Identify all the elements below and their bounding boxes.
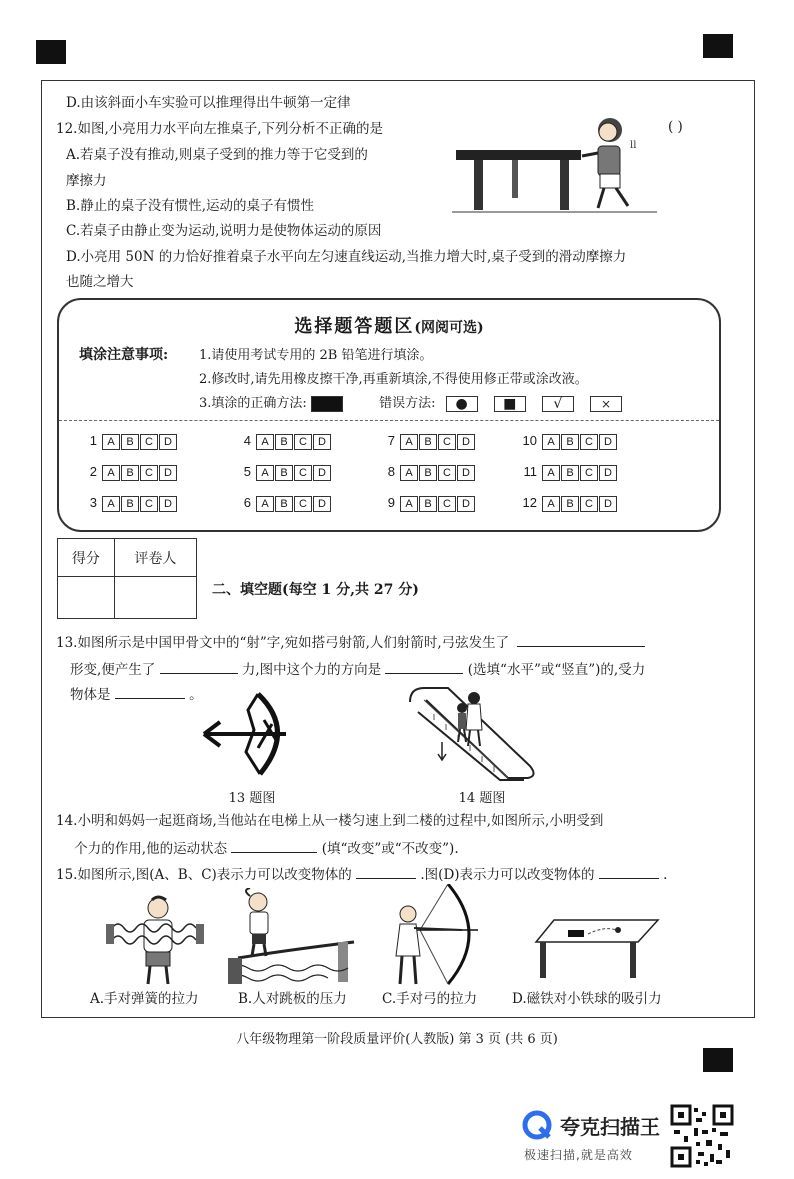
registration-mark-top-left bbox=[36, 40, 66, 64]
q15-blank-1[interactable] bbox=[356, 864, 416, 879]
answer-row-12 bbox=[521, 495, 618, 512]
answer-bubble-10-c[interactable]: C bbox=[580, 434, 598, 450]
q12-option-d: D.小亮用 50N 的力恰好推着桌子水平向左匀速直线运动,当推力增大时,桌子受到的滑动摩擦力 bbox=[66, 249, 627, 265]
wrong-sample-cross: × bbox=[590, 396, 622, 412]
answer-bubble-1-c[interactable]: C bbox=[140, 434, 158, 450]
q15-blank-2[interactable] bbox=[599, 864, 659, 879]
answer-bubble-9-d[interactable]: D bbox=[457, 496, 475, 512]
note-3-label: 3.填涂的正确方法: bbox=[199, 396, 307, 411]
diving-board-figure bbox=[228, 888, 358, 986]
q13-line-1 bbox=[56, 632, 645, 652]
answer-row-5 bbox=[235, 464, 332, 481]
answer-bubble-8-c[interactable]: C bbox=[438, 465, 456, 481]
answer-bubble-6-c[interactable]: C bbox=[294, 496, 312, 512]
q13-text-3b: 。 bbox=[189, 687, 203, 703]
score-table bbox=[57, 538, 197, 619]
answer-row-7 bbox=[379, 433, 476, 450]
score-header: 得分 bbox=[58, 539, 115, 577]
answer-bubble-8-d[interactable]: D bbox=[457, 465, 475, 481]
q13-text-3a: 物体是 bbox=[70, 687, 111, 703]
answer-bubble-8-b[interactable]: B bbox=[419, 465, 437, 481]
answer-bubble-12-d[interactable]: D bbox=[599, 496, 617, 512]
q13-blank-2[interactable] bbox=[160, 659, 238, 674]
answer-bubble-2-c[interactable]: C bbox=[140, 465, 158, 481]
answer-bubble-8-a[interactable]: A bbox=[400, 465, 418, 481]
q15-caption-a: A.手对弹簧的拉力 bbox=[90, 991, 199, 1007]
answer-row-4 bbox=[235, 433, 332, 450]
qr-code-icon bbox=[670, 1104, 734, 1168]
scanner-slogan: 极速扫描,就是高效 bbox=[524, 1148, 633, 1162]
score-cell[interactable] bbox=[58, 577, 115, 619]
scanner-logo-icon bbox=[522, 1110, 552, 1140]
answer-row-3 bbox=[81, 495, 178, 512]
answer-bubble-2-b[interactable]: B bbox=[121, 465, 139, 481]
wrong-sample-check: √ bbox=[542, 396, 574, 412]
q14-figure-caption: 14 题图 bbox=[458, 791, 506, 806]
q15-line-1 bbox=[56, 864, 667, 884]
q15-caption-b: B.人对跳板的压力 bbox=[238, 991, 347, 1007]
q12-option-b: B.静止的桌子没有惯性,运动的桌子有惯性 bbox=[66, 198, 315, 214]
page-footer: 八年级物理第一阶段质量评价(人教版) 第 3 页 (共 6 页) bbox=[236, 1032, 558, 1047]
answer-bubble-3-c[interactable]: C bbox=[140, 496, 158, 512]
answer-row-number: 10 bbox=[522, 433, 537, 448]
answer-row-1 bbox=[81, 433, 178, 450]
answer-bubble-7-b[interactable]: B bbox=[419, 434, 437, 450]
answer-bubble-6-d[interactable]: D bbox=[313, 496, 331, 512]
bubble-grid bbox=[59, 300, 719, 530]
answer-bubble-3-d[interactable]: D bbox=[159, 496, 177, 512]
answer-bubble-10-b[interactable]: B bbox=[561, 434, 579, 450]
answer-row-number: 9 bbox=[387, 495, 395, 510]
wrong-sample-dot: ● bbox=[446, 396, 478, 412]
q11-option-d: D.由该斜面小车实验可以推理得出牛顿第一定律 bbox=[66, 95, 351, 111]
answer-row-number: 4 bbox=[243, 433, 251, 448]
note-2: 2.修改时,请先用橡皮擦干净,再重新填涂,不得使用修正带或涂改液。 bbox=[199, 372, 588, 387]
answer-bubble-7-a[interactable]: A bbox=[400, 434, 418, 450]
q14-text-2a: 个力的作用,他的运动状态 bbox=[74, 841, 228, 857]
escalator-figure bbox=[404, 684, 544, 784]
answer-bubble-3-b[interactable]: B bbox=[121, 496, 139, 512]
answer-row-6 bbox=[235, 495, 332, 512]
q12-option-a: A.若桌子没有推动,则桌子受到的推力等于它受到的 bbox=[66, 147, 368, 163]
answer-bubble-9-c[interactable]: C bbox=[438, 496, 456, 512]
registration-mark-top-right bbox=[703, 34, 733, 58]
wrong-sample-square: ■ bbox=[494, 396, 526, 412]
q13-line-3 bbox=[70, 684, 203, 704]
q13-line-2 bbox=[70, 659, 645, 679]
answer-bubble-1-a[interactable]: A bbox=[102, 434, 120, 450]
reviewer-cell[interactable] bbox=[114, 577, 196, 619]
answer-row-number: 2 bbox=[89, 464, 97, 479]
answer-bubble-5-c[interactable]: C bbox=[294, 465, 312, 481]
answer-bubble-11-c[interactable]: C bbox=[580, 465, 598, 481]
q14-line-2 bbox=[70, 838, 459, 858]
answer-row-2 bbox=[81, 464, 178, 481]
q15-caption-d: D.磁铁对小铁球的吸引力 bbox=[512, 991, 662, 1007]
answer-sheet-title-main: 选择题答题区 bbox=[294, 316, 415, 337]
answer-bubble-6-a[interactable]: A bbox=[256, 496, 274, 512]
section-2-title: 二、填空题(每空 1 分,共 27 分) bbox=[212, 582, 419, 598]
answer-bubble-12-a[interactable]: A bbox=[542, 496, 560, 512]
q12-answer-paren: ( ) bbox=[668, 119, 683, 135]
answer-row-number: 12 bbox=[522, 495, 537, 510]
answer-bubble-3-a[interactable]: A bbox=[102, 496, 120, 512]
q14-blank-2[interactable] bbox=[231, 838, 317, 853]
q13-text-2b: 力,图中这个力的方向是 bbox=[241, 662, 382, 678]
answer-row-10 bbox=[521, 433, 618, 450]
reviewer-header: 评卷人 bbox=[114, 539, 196, 577]
answer-row-number: 7 bbox=[387, 433, 395, 448]
svg-text:ll: ll bbox=[630, 140, 637, 151]
q13-figure-caption: 13 题图 bbox=[228, 791, 276, 806]
spring-stretch-figure bbox=[104, 894, 210, 986]
q12-option-c: C.若桌子由静止变为运动,说明力是使物体运动的原因 bbox=[66, 223, 382, 239]
answer-bubble-5-d[interactable]: D bbox=[313, 465, 331, 481]
q13-blank-4[interactable] bbox=[115, 684, 185, 699]
answer-sheet-title-note: (网阅可选) bbox=[414, 320, 484, 336]
answer-bubble-4-d[interactable]: D bbox=[313, 434, 331, 450]
answer-bubble-2-d[interactable]: D bbox=[159, 465, 177, 481]
answer-bubble-11-b[interactable]: B bbox=[561, 465, 579, 481]
q13-text-2a: 形变,便产生了 bbox=[70, 662, 156, 678]
answer-bubble-1-d[interactable]: D bbox=[159, 434, 177, 450]
answer-bubble-4-b[interactable]: B bbox=[275, 434, 293, 450]
q13-text-1: 13.如图所示是中国甲骨文中的“射”字,宛如搭弓射箭,人们射箭时,弓弦发生了 bbox=[56, 635, 510, 651]
q13-blank-3[interactable] bbox=[385, 659, 463, 674]
answer-bubble-9-a[interactable]: A bbox=[400, 496, 418, 512]
answer-bubble-9-b[interactable]: B bbox=[419, 496, 437, 512]
answer-row-number: 3 bbox=[89, 495, 97, 510]
q13-blank-1[interactable] bbox=[517, 632, 645, 647]
answer-row-9 bbox=[379, 495, 476, 512]
answer-bubble-10-d[interactable]: D bbox=[599, 434, 617, 450]
answer-sheet-area bbox=[57, 298, 721, 532]
q14-text-2b: (填“改变”或“不改变”). bbox=[321, 841, 459, 857]
scanner-brand: 夸克扫描王 bbox=[560, 1115, 660, 1139]
notes-label: 填涂注意事项: bbox=[79, 347, 169, 363]
q14-line-1: 14.小明和妈妈一起逛商场,当他站在电梯上从一楼匀速上到二楼的过程中,如图所示,小明受到 bbox=[56, 813, 604, 829]
q13-text-2c: (选填“水平”或“竖直”)的,受力 bbox=[467, 662, 646, 678]
q15-text-1c: . bbox=[663, 867, 668, 883]
registration-mark-bottom-right bbox=[703, 1048, 733, 1072]
q15-text-1a: 15.如图所示,图(A、B、C)表示力可以改变物体的 bbox=[56, 867, 352, 883]
q12-option-a-cont: 摩擦力 bbox=[66, 173, 107, 189]
wrong-method-label: 错误方法: bbox=[379, 396, 436, 411]
q15-caption-c: C.手对弓的拉力 bbox=[382, 991, 478, 1007]
answer-row-number: 8 bbox=[387, 464, 395, 479]
answer-bubble-12-b[interactable]: B bbox=[561, 496, 579, 512]
oracle-bone-shoot-figure bbox=[196, 690, 296, 782]
answer-bubble-5-b[interactable]: B bbox=[275, 465, 293, 481]
answer-bubble-12-c[interactable]: C bbox=[580, 496, 598, 512]
answer-bubble-7-c[interactable]: C bbox=[438, 434, 456, 450]
answer-bubble-2-a[interactable]: A bbox=[102, 465, 120, 481]
q15-text-1b: .图(D)表示力可以改变物体的 bbox=[420, 867, 595, 883]
answer-bubble-7-d[interactable]: D bbox=[457, 434, 475, 450]
answer-bubble-4-a[interactable]: A bbox=[256, 434, 274, 450]
answer-row-number: 1 bbox=[89, 433, 97, 448]
answer-bubble-4-c[interactable]: C bbox=[294, 434, 312, 450]
answer-bubble-5-a[interactable]: A bbox=[256, 465, 274, 481]
answer-bubble-10-a[interactable]: A bbox=[542, 434, 560, 450]
answer-row-8 bbox=[379, 464, 476, 481]
answer-row-number: 5 bbox=[243, 464, 251, 479]
answer-row-number: 6 bbox=[243, 495, 251, 510]
answer-bubble-11-d[interactable]: D bbox=[599, 465, 617, 481]
answer-bubble-6-b[interactable]: B bbox=[275, 496, 293, 512]
answer-bubble-11-a[interactable]: A bbox=[542, 465, 560, 481]
note-1: 1.请使用考试专用的 2B 铅笔进行填涂。 bbox=[199, 348, 433, 363]
answer-row-11 bbox=[521, 464, 618, 481]
boy-pushing-table-figure bbox=[452, 108, 662, 216]
archer-bow-figure bbox=[378, 884, 488, 986]
magnet-ball-figure bbox=[534, 908, 662, 984]
answer-bubble-1-b[interactable]: B bbox=[121, 434, 139, 450]
answer-row-number: 11 bbox=[523, 464, 537, 479]
q12-stem: 12.如图,小亮用力水平向左推桌子,下列分析不正确的是 bbox=[56, 121, 384, 137]
q12-option-d-cont: 也随之增大 bbox=[66, 274, 134, 290]
